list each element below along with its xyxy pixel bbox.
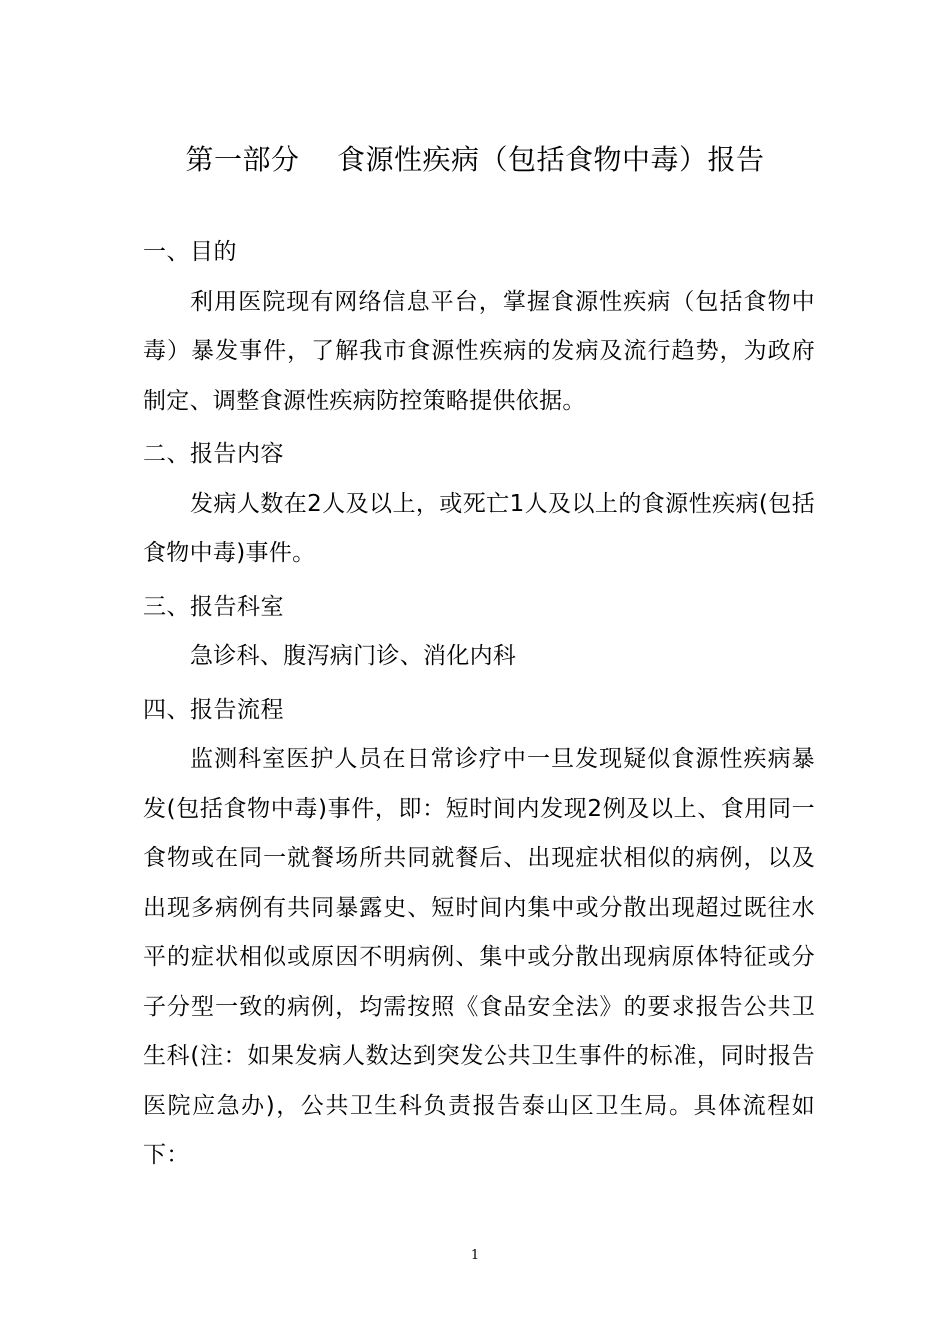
section-report-content <box>143 430 815 579</box>
section-heading-report-departments: 三、报告科室 <box>143 593 284 620</box>
section-heading-report-content: 二、报告内容 <box>143 441 284 467</box>
section-heading-report-process: 四、报告流程 <box>143 696 284 723</box>
section-heading-purpose: 一、目的 <box>143 239 237 265</box>
section-report-process <box>143 686 815 1181</box>
section-text-purpose: 利用医院现有网络信息平台，掌握食源性疾病（包括食物中毒）暴发事件，了解我市食源性疾病的发病及流行趋势，为政府制定、调整食源性疾病防控策略提供依据。 <box>143 288 815 414</box>
section-text-report-process: 监测科室医护人员在日常诊疗中一旦发现疑似食源性疾病暴发(包括食物中毒)事件，即：短时间内发现2例及以上、食用同一食物或在同一就餐场所共同就餐后、出现症状相似的病例，以及出现多病例有共同暴露史、短时间内集中或分散出现超过既往水平的症状相似或原因不明病例、集中或分散出现病原体特征或分子分型一致的病例，均需按照《食品安全法》的要求报告公共卫生科(注：如果发病人数达到突发公共卫生事件的标准，同时报告医院应急办)，公共卫生科负责报告泰山区卫生局。具体流程如下： <box>143 746 815 1168</box>
page-number: 1 <box>470 1248 480 1263</box>
section-purpose <box>143 228 815 426</box>
section-text-report-departments: 急诊科、腹泻病门诊、消化内科 <box>190 643 517 669</box>
section-text-report-content: 发病人数在2人及以上，或死亡1人及以上的食源性疾病(包括食物中毒)事件。 <box>143 490 815 566</box>
section-report-departments <box>143 583 815 682</box>
document-title: 第一部分 食源性疾病（包括食物中毒）报告 <box>185 143 765 176</box>
document-body <box>143 228 815 1185</box>
